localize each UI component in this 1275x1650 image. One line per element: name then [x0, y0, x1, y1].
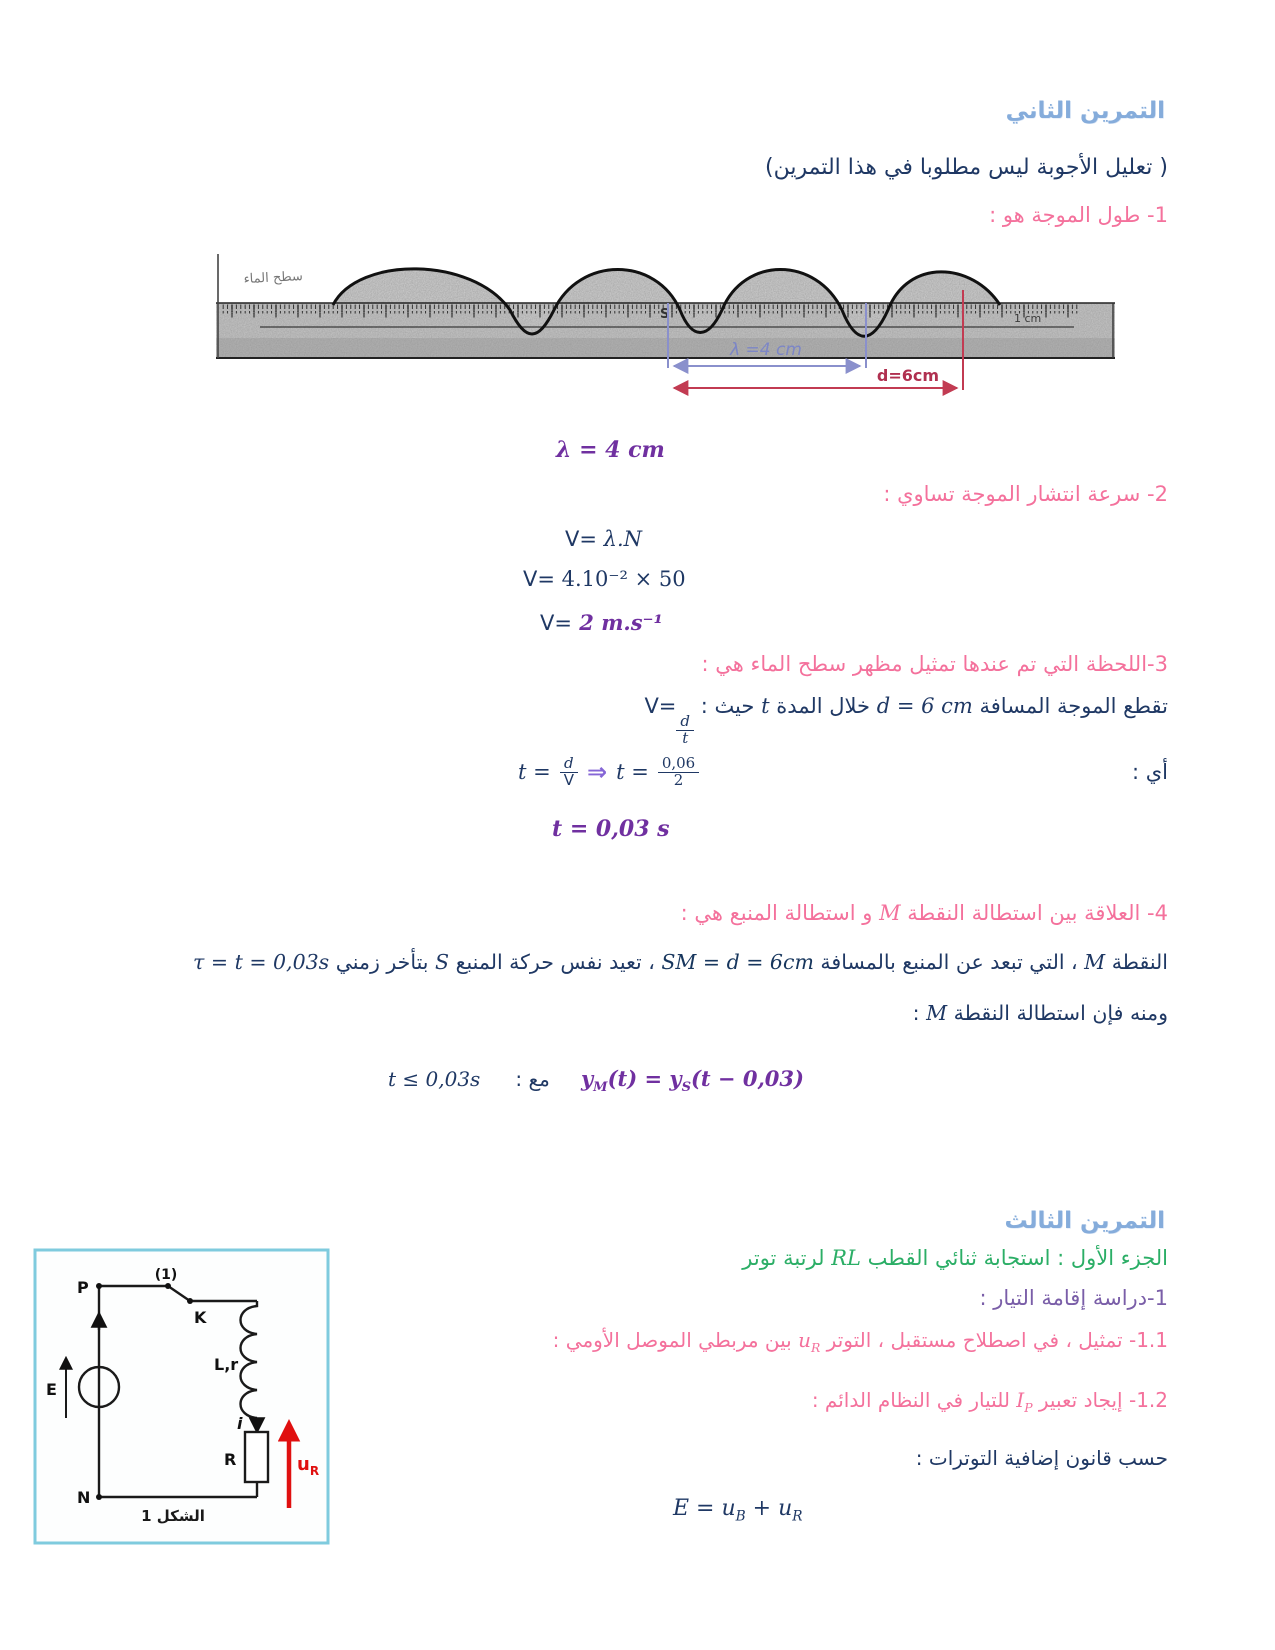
current-label: i: [237, 1414, 243, 1433]
eq-rhs: 2 m.s⁻¹: [571, 610, 663, 635]
part1-heading: [742, 1246, 1168, 1270]
eq-rhs: λ.N: [596, 527, 643, 551]
figure-caption: الشكل 1: [141, 1507, 205, 1525]
switch-position-label: (1): [154, 1267, 178, 1283]
formula-part: (t) = y: [607, 1066, 682, 1091]
paragraph-text: بتأخر زمني: [329, 950, 436, 974]
circuit-figure: [33, 1248, 330, 1545]
emf-label: E: [46, 1380, 57, 1399]
voltage-law-text: حسب قانون إضافية التوترات :: [915, 1446, 1168, 1470]
delay-relation: τ = t = 0,03s: [193, 950, 330, 974]
eq-lhs: t =: [518, 760, 551, 785]
current-sub: P: [1024, 1400, 1033, 1415]
paragraph-text: ، التي تبعد عن المنبع بالمسافة: [813, 950, 1085, 974]
v-symbol: V=: [540, 611, 572, 635]
exercise2-note: ( تعليل الأجوبة ليس مطلوبا في هذا التمرين): [765, 155, 1168, 180]
emf-symbol: E: [673, 1496, 690, 1521]
frac-denominator: t: [682, 728, 689, 747]
q12-heading: [812, 1388, 1168, 1415]
point-symbol: M: [879, 901, 901, 925]
ruler-scale-label: 1 cm: [1014, 312, 1042, 325]
v-symbol: V=: [523, 567, 555, 591]
q1-heading: 1- طول الموجة هو :: [989, 203, 1168, 227]
lambda-annotation: λ =4 cm: [730, 340, 802, 360]
elongation-formula: [580, 1066, 804, 1096]
u-sub: B: [735, 1508, 746, 1525]
resistor-label: R: [224, 1450, 237, 1469]
v-symbol: V=: [644, 694, 677, 718]
source-symbol: S: [435, 950, 450, 974]
heading-text: لرتبة توتر: [742, 1246, 832, 1270]
eq-lhs: t =: [616, 760, 649, 785]
lambda-result: λ = 4 cm: [556, 437, 665, 463]
v-symbol: V=: [565, 527, 597, 551]
q3-heading: 3-اللحظة التي تم عندها تمثيل مظهر سطح الماء هي :: [701, 652, 1168, 676]
formula-part: (t − 0,03): [690, 1066, 804, 1091]
distance-value: d = 6 cm: [876, 694, 973, 718]
q11-heading: [553, 1328, 1168, 1355]
point-symbol: M: [1084, 950, 1106, 974]
coil-label: L,r: [214, 1355, 239, 1374]
q2-heading: 2- سرعة انتشار الموجة تساوي :: [883, 482, 1168, 506]
distance-annotation: d=6cm: [876, 366, 940, 385]
u-sub: R: [792, 1508, 803, 1525]
time-equation: [518, 756, 699, 789]
q3-statement: [644, 694, 1168, 746]
equals-sign: =: [689, 1496, 722, 1521]
u-symbol: u: [778, 1496, 793, 1521]
heading-text: للتيار في النظام الدائم :: [811, 1388, 1017, 1412]
node-n-label: N: [77, 1488, 91, 1507]
distance-relation: SM = d = 6cm: [661, 950, 814, 974]
source-point-label: S: [660, 307, 670, 322]
exercise2-title: التمرين الثاني: [1005, 98, 1165, 124]
frac-denominator: 2: [673, 770, 684, 789]
water-surface-label: سطح الماء: [243, 269, 304, 288]
heading-text: بين مربطي الموصل الأومي :: [552, 1328, 799, 1352]
eq-rhs: 4.10⁻² × 50: [554, 567, 686, 591]
speed-eq-1: [565, 527, 642, 551]
current-symbol: I: [1016, 1388, 1025, 1412]
with-label: مع :: [515, 1067, 550, 1091]
paragraph-text: :: [912, 1001, 927, 1025]
frac-numerator: 0,06: [658, 756, 699, 773]
resistor-symbol: [245, 1432, 268, 1482]
u-symbol: u: [721, 1496, 736, 1521]
wave-figure: [208, 248, 1123, 406]
heading-text: الجزء الأول : استجابة ثنائي القطب: [860, 1246, 1168, 1270]
voltage-label-base: u: [297, 1454, 310, 1475]
statement-text: حيث :: [694, 694, 762, 718]
frac-numerator: d: [676, 714, 694, 731]
implies-arrow: ⇒: [586, 758, 608, 787]
switch-k-label: K: [194, 1308, 207, 1327]
time-condition: t ≤ 0,03s: [388, 1067, 481, 1091]
point-symbol: M: [926, 1001, 948, 1025]
q4-paragraph-2: [913, 1001, 1168, 1025]
heading-text: 4- العلاقة بين استطالة النقطة: [900, 901, 1168, 925]
heading-text: 1.2- إيجاد تعبير: [1032, 1388, 1168, 1412]
formula-sub: S: [681, 1080, 691, 1096]
node-p-label: P: [77, 1278, 89, 1297]
relation-line: [388, 1066, 804, 1095]
voltage-label-sub: R: [309, 1464, 320, 1478]
section1-heading: 1-دراسة إقامة التيار :: [979, 1286, 1168, 1310]
ay-label: أي :: [1131, 760, 1168, 784]
exercise3-title: التمرين الثالث: [1004, 1208, 1165, 1234]
speed-result: [540, 610, 663, 635]
q4-paragraph-1: [193, 950, 1168, 974]
frac-denominator: V: [563, 770, 574, 789]
paragraph-text: النقطة: [1105, 950, 1168, 974]
q4-heading: [681, 901, 1168, 925]
frac-numerator: d: [560, 756, 578, 773]
statement-text: تقطع الموجة المسافة: [972, 694, 1168, 718]
voltage-symbol: u: [798, 1328, 811, 1352]
paragraph-text: ومنه فإن استطالة النقطة: [947, 1001, 1168, 1025]
time-result: t = 0,03 s: [552, 816, 670, 842]
voltage-sub: R: [810, 1340, 821, 1355]
time-symbol: t: [761, 694, 770, 718]
heading-text: 1.1- تمثيل ، في اصطلاح مستقبل ، التوتر: [820, 1328, 1168, 1352]
plus-sign: +: [745, 1496, 779, 1521]
rl-symbol: RL: [831, 1246, 861, 1270]
statement-text: خلال المدة: [769, 694, 877, 718]
speed-eq-2: [523, 567, 686, 591]
voltage-equation: [673, 1496, 803, 1524]
formula-part: y: [580, 1066, 594, 1091]
paragraph-text: ، تعيد نفس حركة المنبع: [449, 950, 662, 974]
heading-text: و استطالة المنبع هي :: [680, 901, 880, 925]
formula-sub: M: [593, 1080, 608, 1096]
